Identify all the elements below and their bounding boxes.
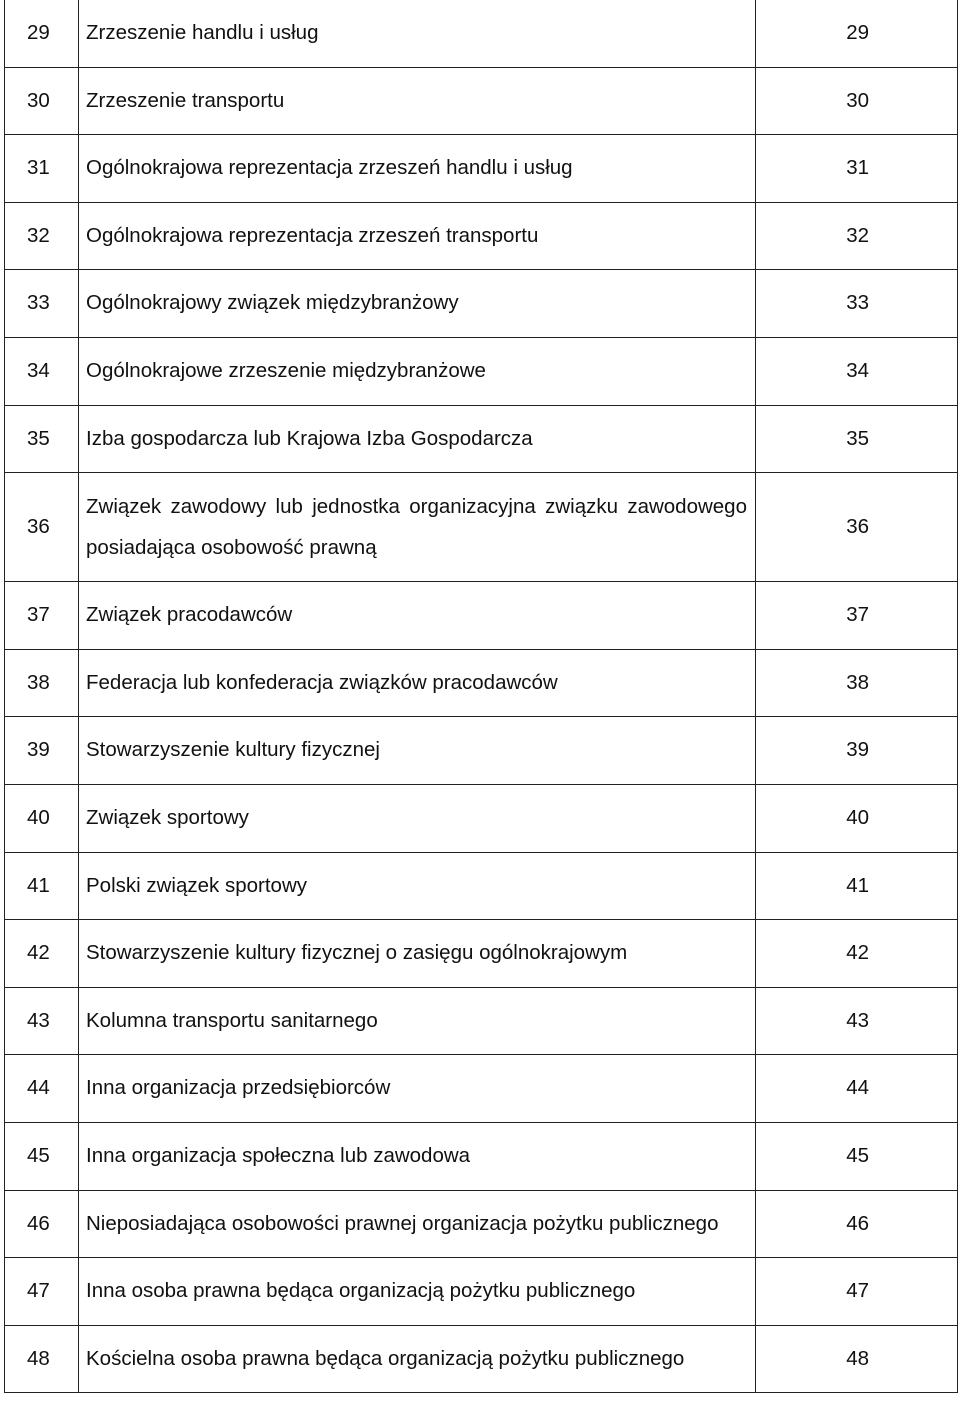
row-number: 36 [5,473,79,582]
row-code: 30 [756,67,958,135]
row-name: Ogólnokrajowy związek międzybranżowy [79,270,756,338]
row-name: Nieposiadająca osobowości prawnej organizacja pożytku publicznego [79,1190,756,1258]
row-number: 29 [5,0,79,67]
row-number: 34 [5,337,79,405]
table-row [5,1122,958,1190]
row-number: 39 [5,717,79,785]
table-row [5,270,958,338]
row-name: Inna osoba prawna będąca organizacją pożytku publicznego [79,1258,756,1326]
table-row [5,1055,958,1123]
table-row [5,784,958,852]
row-code: 37 [756,582,958,650]
row-number: 37 [5,582,79,650]
row-name: Związek sportowy [79,784,756,852]
row-number: 40 [5,784,79,852]
legal-form-table [4,0,958,1393]
row-code: 40 [756,784,958,852]
table-row [5,473,958,582]
row-code: 33 [756,270,958,338]
row-number: 31 [5,135,79,203]
table-row [5,920,958,988]
row-name: Ogólnokrajowa reprezentacja zrzeszeń handlu i usług [79,135,756,203]
table-row [5,67,958,135]
table-row [5,582,958,650]
row-code: 36 [756,473,958,582]
row-name: Izba gospodarcza lub Krajowa Izba Gospodarcza [79,405,756,473]
row-code: 42 [756,920,958,988]
row-number: 47 [5,1258,79,1326]
row-number: 42 [5,920,79,988]
row-name: Kościelna osoba prawna będąca organizacją pożytku publicznego [79,1325,756,1393]
row-code: 29 [756,0,958,67]
row-code: 47 [756,1258,958,1326]
row-name: Stowarzyszenie kultury fizycznej o zasięgu ogólnokrajowym [79,920,756,988]
row-number: 46 [5,1190,79,1258]
row-name: Zrzeszenie handlu i usług [79,0,756,67]
row-name: Ogólnokrajowa reprezentacja zrzeszeń transportu [79,202,756,270]
row-number: 33 [5,270,79,338]
row-number: 30 [5,67,79,135]
table-row [5,987,958,1055]
table-row [5,717,958,785]
row-number: 48 [5,1325,79,1393]
row-name: Inna organizacja przedsiębiorców [79,1055,756,1123]
table-body [5,0,958,1393]
row-code: 48 [756,1325,958,1393]
row-number: 45 [5,1122,79,1190]
row-code: 34 [756,337,958,405]
row-name: Kolumna transportu sanitarnego [79,987,756,1055]
table-row [5,0,958,67]
row-number: 35 [5,405,79,473]
table-row [5,1190,958,1258]
row-code: 32 [756,202,958,270]
row-name: Ogólnokrajowe zrzeszenie międzybranżowe [79,337,756,405]
row-number: 41 [5,852,79,920]
row-code: 43 [756,987,958,1055]
row-name: Zrzeszenie transportu [79,67,756,135]
row-code: 45 [756,1122,958,1190]
table-row [5,202,958,270]
table-row [5,1325,958,1393]
row-name: Federacja lub konfederacja związków pracodawców [79,649,756,717]
row-name: Polski związek sportowy [79,852,756,920]
row-code: 44 [756,1055,958,1123]
row-code: 46 [756,1190,958,1258]
row-code: 38 [756,649,958,717]
row-number: 44 [5,1055,79,1123]
row-number: 38 [5,649,79,717]
row-name: Związek zawodowy lub jednostka organizacyjna związku zawodowego posiadająca osobowość prawną [79,473,756,582]
row-name: Inna organizacja społeczna lub zawodowa [79,1122,756,1190]
row-code: 39 [756,717,958,785]
row-code: 41 [756,852,958,920]
table-row [5,405,958,473]
table-row [5,852,958,920]
table-row [5,1258,958,1326]
row-name: Związek pracodawców [79,582,756,650]
row-name: Stowarzyszenie kultury fizycznej [79,717,756,785]
table-row [5,135,958,203]
table-row [5,649,958,717]
row-code: 31 [756,135,958,203]
row-number: 43 [5,987,79,1055]
table-row [5,337,958,405]
row-number: 32 [5,202,79,270]
row-code: 35 [756,405,958,473]
